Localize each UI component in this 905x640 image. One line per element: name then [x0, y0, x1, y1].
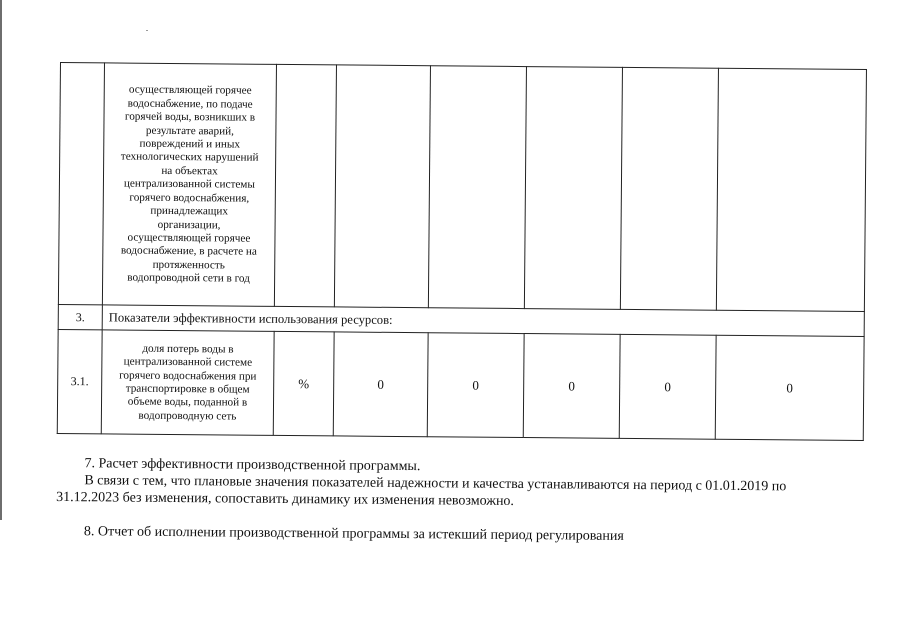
- indicator-description: осуществляющей горячее водоснабжение, по подаче горячей воды, возникших в результате аварий, повреждений и иных технологических нарушений на объектах централизованной системы горячего водоснабжения, принадлежащих организации, осуществляющей горячее водоснабжение, в расчете на протяженность водопроводной сети в год: [102, 63, 276, 306]
- section-7-heading: 7. Расчет эффективности производственной программы.: [84, 456, 421, 475]
- row-number-cell: [58, 63, 104, 305]
- value-cell: 0: [523, 334, 620, 439]
- value-cell-empty: [428, 66, 526, 309]
- table-row-3-1: [57, 329, 864, 440]
- value-cell-empty: [716, 68, 866, 311]
- document-page: [56, 62, 868, 544]
- indicators-table: [57, 62, 867, 441]
- section-8-heading: 8. Отчет об исполнении производственной программы за истекший период регулирования: [83, 524, 624, 544]
- section-7-text-line-1: В связи с тем, что плановые значения показателей надежности и качества устанавливаются на период с 01.01.2019 по: [84, 473, 787, 495]
- scan-speck: [146, 30, 148, 31]
- value-cell: 0: [715, 335, 864, 440]
- row-number-cell: 3.: [58, 304, 102, 329]
- section-title: Показатели эффективности использования ресурсов:: [102, 305, 864, 337]
- value-cell-empty: [334, 65, 430, 308]
- value-cell: 0: [427, 333, 524, 438]
- indicator-description: доля потерь воды в централизованной системе горячего водоснабжения при транспортировке в общем объеме воды, поданной в водопроводную сеть: [101, 330, 274, 435]
- value-cell: 0: [333, 332, 428, 437]
- scan-edge: [0, 0, 2, 520]
- section-7-text-line-2: 31.12.2023 без изменения, сопоставить динамику их изменения невозможно.: [56, 489, 515, 509]
- unit-cell: %: [273, 331, 334, 436]
- value-cell: 0: [619, 334, 716, 439]
- value-cell-empty: [620, 67, 718, 310]
- row-number-cell: 3.1.: [57, 329, 102, 433]
- unit-cell-empty: [274, 64, 336, 307]
- value-cell-empty: [524, 67, 622, 310]
- table-row-continued: [58, 63, 866, 312]
